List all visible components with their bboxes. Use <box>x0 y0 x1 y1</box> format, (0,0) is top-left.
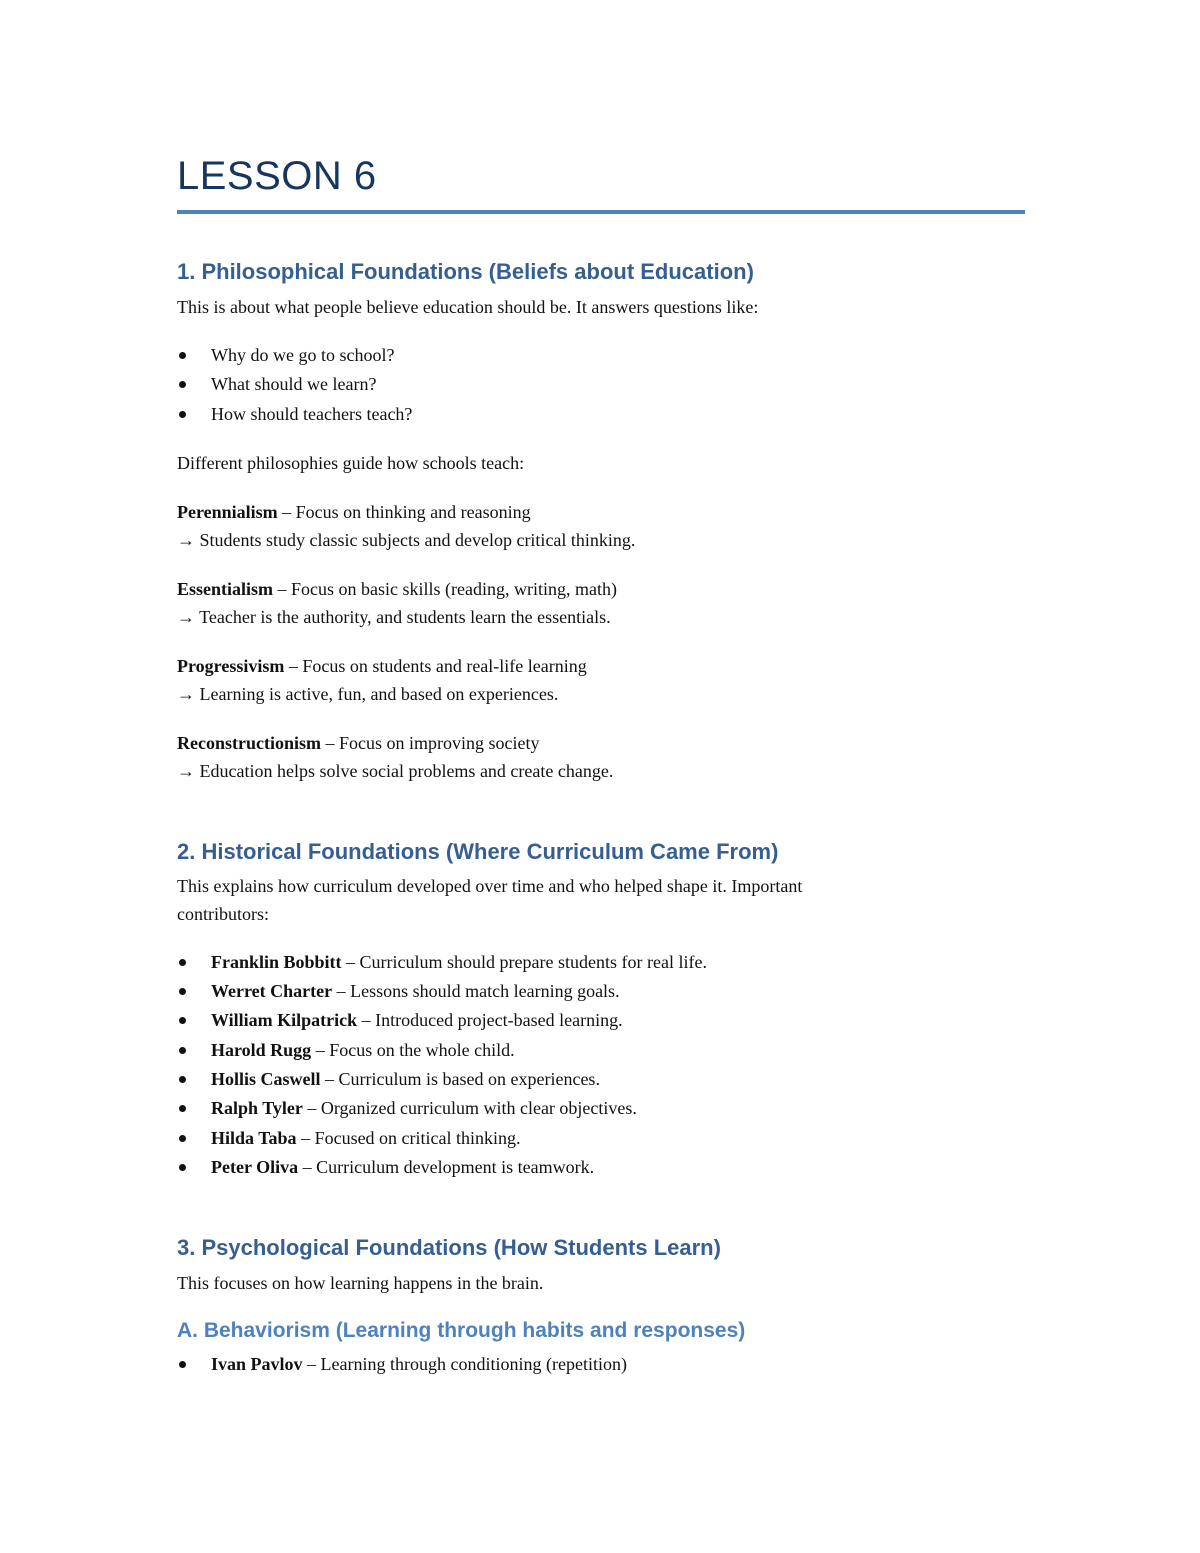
philosophy-detail: → Teacher is the authority, and students learn the essentials. <box>177 606 611 627</box>
philosophy-detail: → Learning is active, fun, and based on experiences. <box>177 683 559 704</box>
list-item <box>177 1124 1025 1153</box>
contributor-desc: – Curriculum is based on experiences. <box>320 1069 600 1090</box>
page-title: LESSON 6 <box>177 154 377 198</box>
philosophy-progressivism <box>177 652 1025 708</box>
contributor-desc: – Focused on critical thinking. <box>296 1127 521 1148</box>
contributor-desc: – Lessons should match learning goals. <box>332 981 620 1002</box>
contributor-desc: – Curriculum development is teamwork. <box>298 1156 595 1177</box>
philosophy-perennialism <box>177 498 1025 554</box>
list-item: What should we learn? <box>177 370 1025 399</box>
section-heading-historical: 2. Historical Foundations (Where Curriculum Came From) <box>177 838 779 864</box>
list-item <box>177 1006 1025 1035</box>
philosophy-focus: – Focus on students and real-life learning <box>284 655 587 676</box>
list-item <box>177 1094 1025 1123</box>
contributors-list <box>177 948 1025 1182</box>
philosophy-focus: – Focus on thinking and reasoning <box>277 501 531 522</box>
list-item <box>177 948 1025 977</box>
list-item <box>177 1036 1025 1065</box>
contributor-desc: – Introduced project-based learning. <box>357 1010 623 1031</box>
contributor-desc: – Focus on the whole child. <box>311 1039 515 1060</box>
contributor-name: Peter Oliva <box>211 1156 299 1177</box>
contributor-name: Harold Rugg <box>211 1039 312 1060</box>
theorist-name: Ivan Pavlov <box>211 1354 303 1375</box>
philosophy-detail: → Students study classic subjects and develop critical thinking. <box>177 529 636 550</box>
contributor-name: Franklin Bobbitt <box>211 951 342 972</box>
behaviorism-list <box>177 1350 1025 1379</box>
philosophies-intro: Different philosophies guide how schools teach: <box>177 452 525 473</box>
contributor-name: Ralph Tyler <box>211 1098 303 1119</box>
title-underline <box>177 210 1025 214</box>
philosophy-name: Essentialism <box>177 578 274 599</box>
philosophy-name: Progressivism <box>177 655 285 676</box>
contributor-name: Hollis Caswell <box>211 1069 321 1090</box>
section-heading-philosophical: 1. Philosophical Foundations (Beliefs about Education) <box>177 259 754 284</box>
list-item <box>177 1153 1025 1182</box>
section-intro-psychological: This focuses on how learning happens in the brain. <box>177 1273 544 1294</box>
philosophy-detail: → Education helps solve social problems and create change. <box>177 760 614 781</box>
contributor-name: Werret Charter <box>211 981 333 1002</box>
philosophy-reconstructionism <box>177 729 1025 785</box>
philosophy-name: Reconstructionism <box>177 732 321 753</box>
questions-list <box>177 341 1025 429</box>
philosophy-essentialism <box>177 575 1025 631</box>
contributor-name: William Kilpatrick <box>211 1010 358 1031</box>
philosophy-focus: – Focus on basic skills (reading, writing, math) <box>273 578 617 599</box>
contributor-desc: – Curriculum should prepare students for real life. <box>341 951 707 972</box>
philosophy-name: Perennialism <box>177 501 278 522</box>
subsection-heading-behaviorism: A. Behaviorism (Learning through habits and responses) <box>177 1319 746 1343</box>
contributor-name: Hilda Taba <box>211 1127 297 1148</box>
list-item: How should teachers teach? <box>177 400 1025 429</box>
section-intro-historical-line1: This explains how curriculum developed over time and who helped shape it. Important <box>177 875 803 896</box>
document-page <box>177 150 1025 1380</box>
section-intro-historical-line2: contributors: <box>177 903 269 924</box>
list-item: Why do we go to school? <box>177 341 1025 370</box>
philosophy-focus: – Focus on improving society <box>320 732 540 753</box>
theorist-desc: – Learning through conditioning (repetition) <box>302 1354 627 1375</box>
list-item <box>177 977 1025 1006</box>
contributor-desc: – Organized curriculum with clear objectives. <box>302 1098 637 1119</box>
section-heading-psychological: 3. Psychological Foundations (How Students Learn) <box>177 1235 721 1261</box>
section-intro-philosophical: This is about what people believe education should be. It answers questions like: <box>177 297 759 317</box>
list-item <box>177 1350 1025 1379</box>
list-item <box>177 1065 1025 1094</box>
